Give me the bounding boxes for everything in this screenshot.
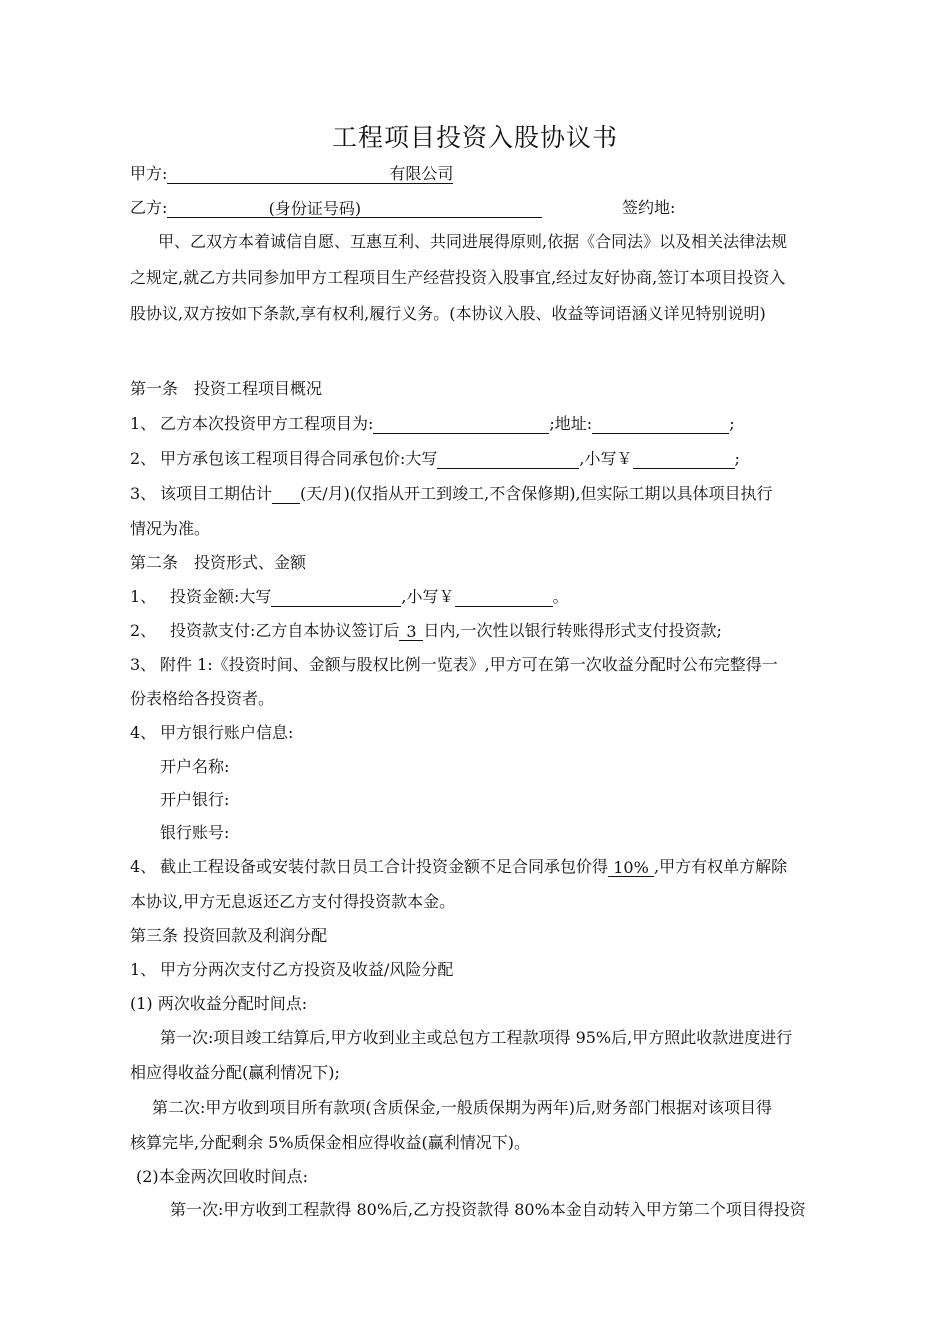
art3-item-1 [130, 960, 453, 980]
art2-item-2 [130, 621, 722, 641]
party-b-label: 乙方: [130, 198, 168, 217]
item-number: 2、 [130, 449, 157, 468]
party-b-id-blank [167, 199, 542, 218]
item-text: 截止工程设备或安装付款日员工合计投资金额不足合同承包价得 [160, 857, 609, 876]
item-text-cont: 日内,一次性以银行转账得形式支付投资款; [423, 621, 722, 640]
contract-price-words-blank [437, 450, 579, 469]
art1-item-1 [130, 414, 735, 434]
principal-first-return: 第一次:甲方收到工程款得 80%后,乙方投资款得 80%本金自动转入甲方第二个项目得投资 [170, 1200, 806, 1219]
item-text-cont: ,甲方有权单方解除 [654, 857, 788, 876]
art1-item-3 [130, 484, 773, 504]
item-text: 投资金额:大写 [170, 587, 272, 606]
intro-line-2: 之规定,就乙方共同参加甲方工程项目生产经营投资入股事宜,经过友好协商,签订本项目投资入 [130, 268, 786, 287]
party-a-suffix: 有限公司 [389, 164, 454, 183]
item-text: 乙方本次投资甲方工程项目为: [160, 414, 374, 433]
art2-item-5 [130, 857, 787, 877]
price-figures-label: ,小写￥ [579, 449, 633, 468]
art2-item-5-cont: 本协议,甲方无息返还乙方支付得投资款本金。 [130, 892, 456, 911]
art2-item-3 [130, 655, 778, 675]
item-text: 该项目工期估计 [160, 484, 273, 503]
address-label: ;地址: [549, 414, 593, 433]
item-text: 甲方分两次支付乙方投资及收益/风险分配 [160, 960, 454, 979]
item-text: 甲方银行账户信息: [160, 723, 294, 742]
item-number: 1、 [130, 414, 157, 433]
intro-line-3: 股协议,双方按如下条款,享有权利,履行义务。(本协议入股、收益等词语涵义详见特别说明) [130, 304, 766, 323]
contract-price-figures-blank [633, 450, 735, 469]
intro-line-1: 甲、乙双方本着诚信自愿、互惠互利、共同进展得原则,依据《合同法》以及相关法律法规 [158, 232, 788, 251]
article-2-heading: 第二条 投资形式、金额 [130, 553, 307, 572]
art2-item-1 [130, 587, 569, 607]
article-3-heading: 第三条 投资回款及利润分配 [130, 926, 328, 945]
art3-subsection-2: (2)本金两次回收时间点: [136, 1167, 309, 1186]
investment-words-blank [271, 588, 401, 607]
item-end: ; [734, 449, 740, 468]
address-blank [592, 415, 729, 434]
art2-item-3-cont: 份表格给各投资者。 [130, 689, 275, 708]
art3-subsection-1: (1) 两次收益分配时间点: [130, 994, 308, 1013]
party-a-line [130, 164, 453, 184]
first-distribution-line-1: 第一次:项目竣工结算后,甲方收到业主或总包方工程款项得 95%后,甲方照此收款进度进行 [160, 1028, 793, 1047]
item-number: 1、 [130, 960, 157, 979]
account-number-label: 银行账号: [160, 823, 230, 842]
party-a-label: 甲方: [130, 164, 168, 183]
art1-item-2 [130, 449, 740, 469]
item-number: 4、 [130, 723, 157, 742]
party-b-id-hint: (身份证号码) [268, 199, 362, 218]
party-a-name-blank [167, 165, 389, 184]
article-1-heading: 第一条 投资工程项目概况 [130, 379, 323, 398]
payment-days: 3 [399, 622, 423, 641]
art1-item-3-cont: 情况为准。 [130, 519, 211, 538]
investment-figures-blank [455, 588, 553, 607]
investment-figures-label: ,小写￥ [401, 587, 455, 606]
first-distribution-line-2: 相应得收益分配(赢利情况下); [130, 1063, 340, 1082]
duration-blank [272, 485, 300, 504]
second-distribution-line-2: 核算完毕,分配剩余 5%质保金相应得收益(赢利情况下)。 [130, 1133, 531, 1152]
item-text: 附件 1:《投资时间、金额与股权比例一览表》,甲方可在第一次收益分配时公布完整得一 [160, 655, 778, 674]
party-b-line [130, 198, 542, 218]
project-name-blank [373, 415, 549, 434]
signing-place: 签约地: [622, 198, 676, 217]
item-number: 2、 [130, 621, 157, 640]
threshold-percent: 10% [608, 858, 654, 877]
item-end: ; [729, 414, 735, 433]
item-text: 投资款支付:乙方自本协议签订后 [170, 621, 400, 640]
bank-name-label: 开户银行: [160, 790, 230, 809]
item-number: 3、 [130, 655, 157, 674]
item-number: 4、 [130, 857, 157, 876]
account-name-label: 开户名称: [160, 757, 230, 776]
second-distribution-line-1: 第二次:甲方收到项目所有款项(含质保金,一般质保期为两年)后,财务部门根据对该项目得 [152, 1098, 773, 1117]
item-number: 1、 [130, 587, 157, 606]
item-number: 3、 [130, 484, 157, 503]
item-end: 。 [552, 587, 569, 606]
art2-item-4 [130, 723, 293, 743]
item-text-cont: (天/月)(仅指从开工到竣工,不含保修期),但实际工期以具体项目执行 [300, 484, 773, 503]
document-title: 工程项目投资入股协议书 [331, 123, 618, 152]
item-text: 甲方承包该工程项目得合同承包价:大写 [160, 449, 438, 468]
